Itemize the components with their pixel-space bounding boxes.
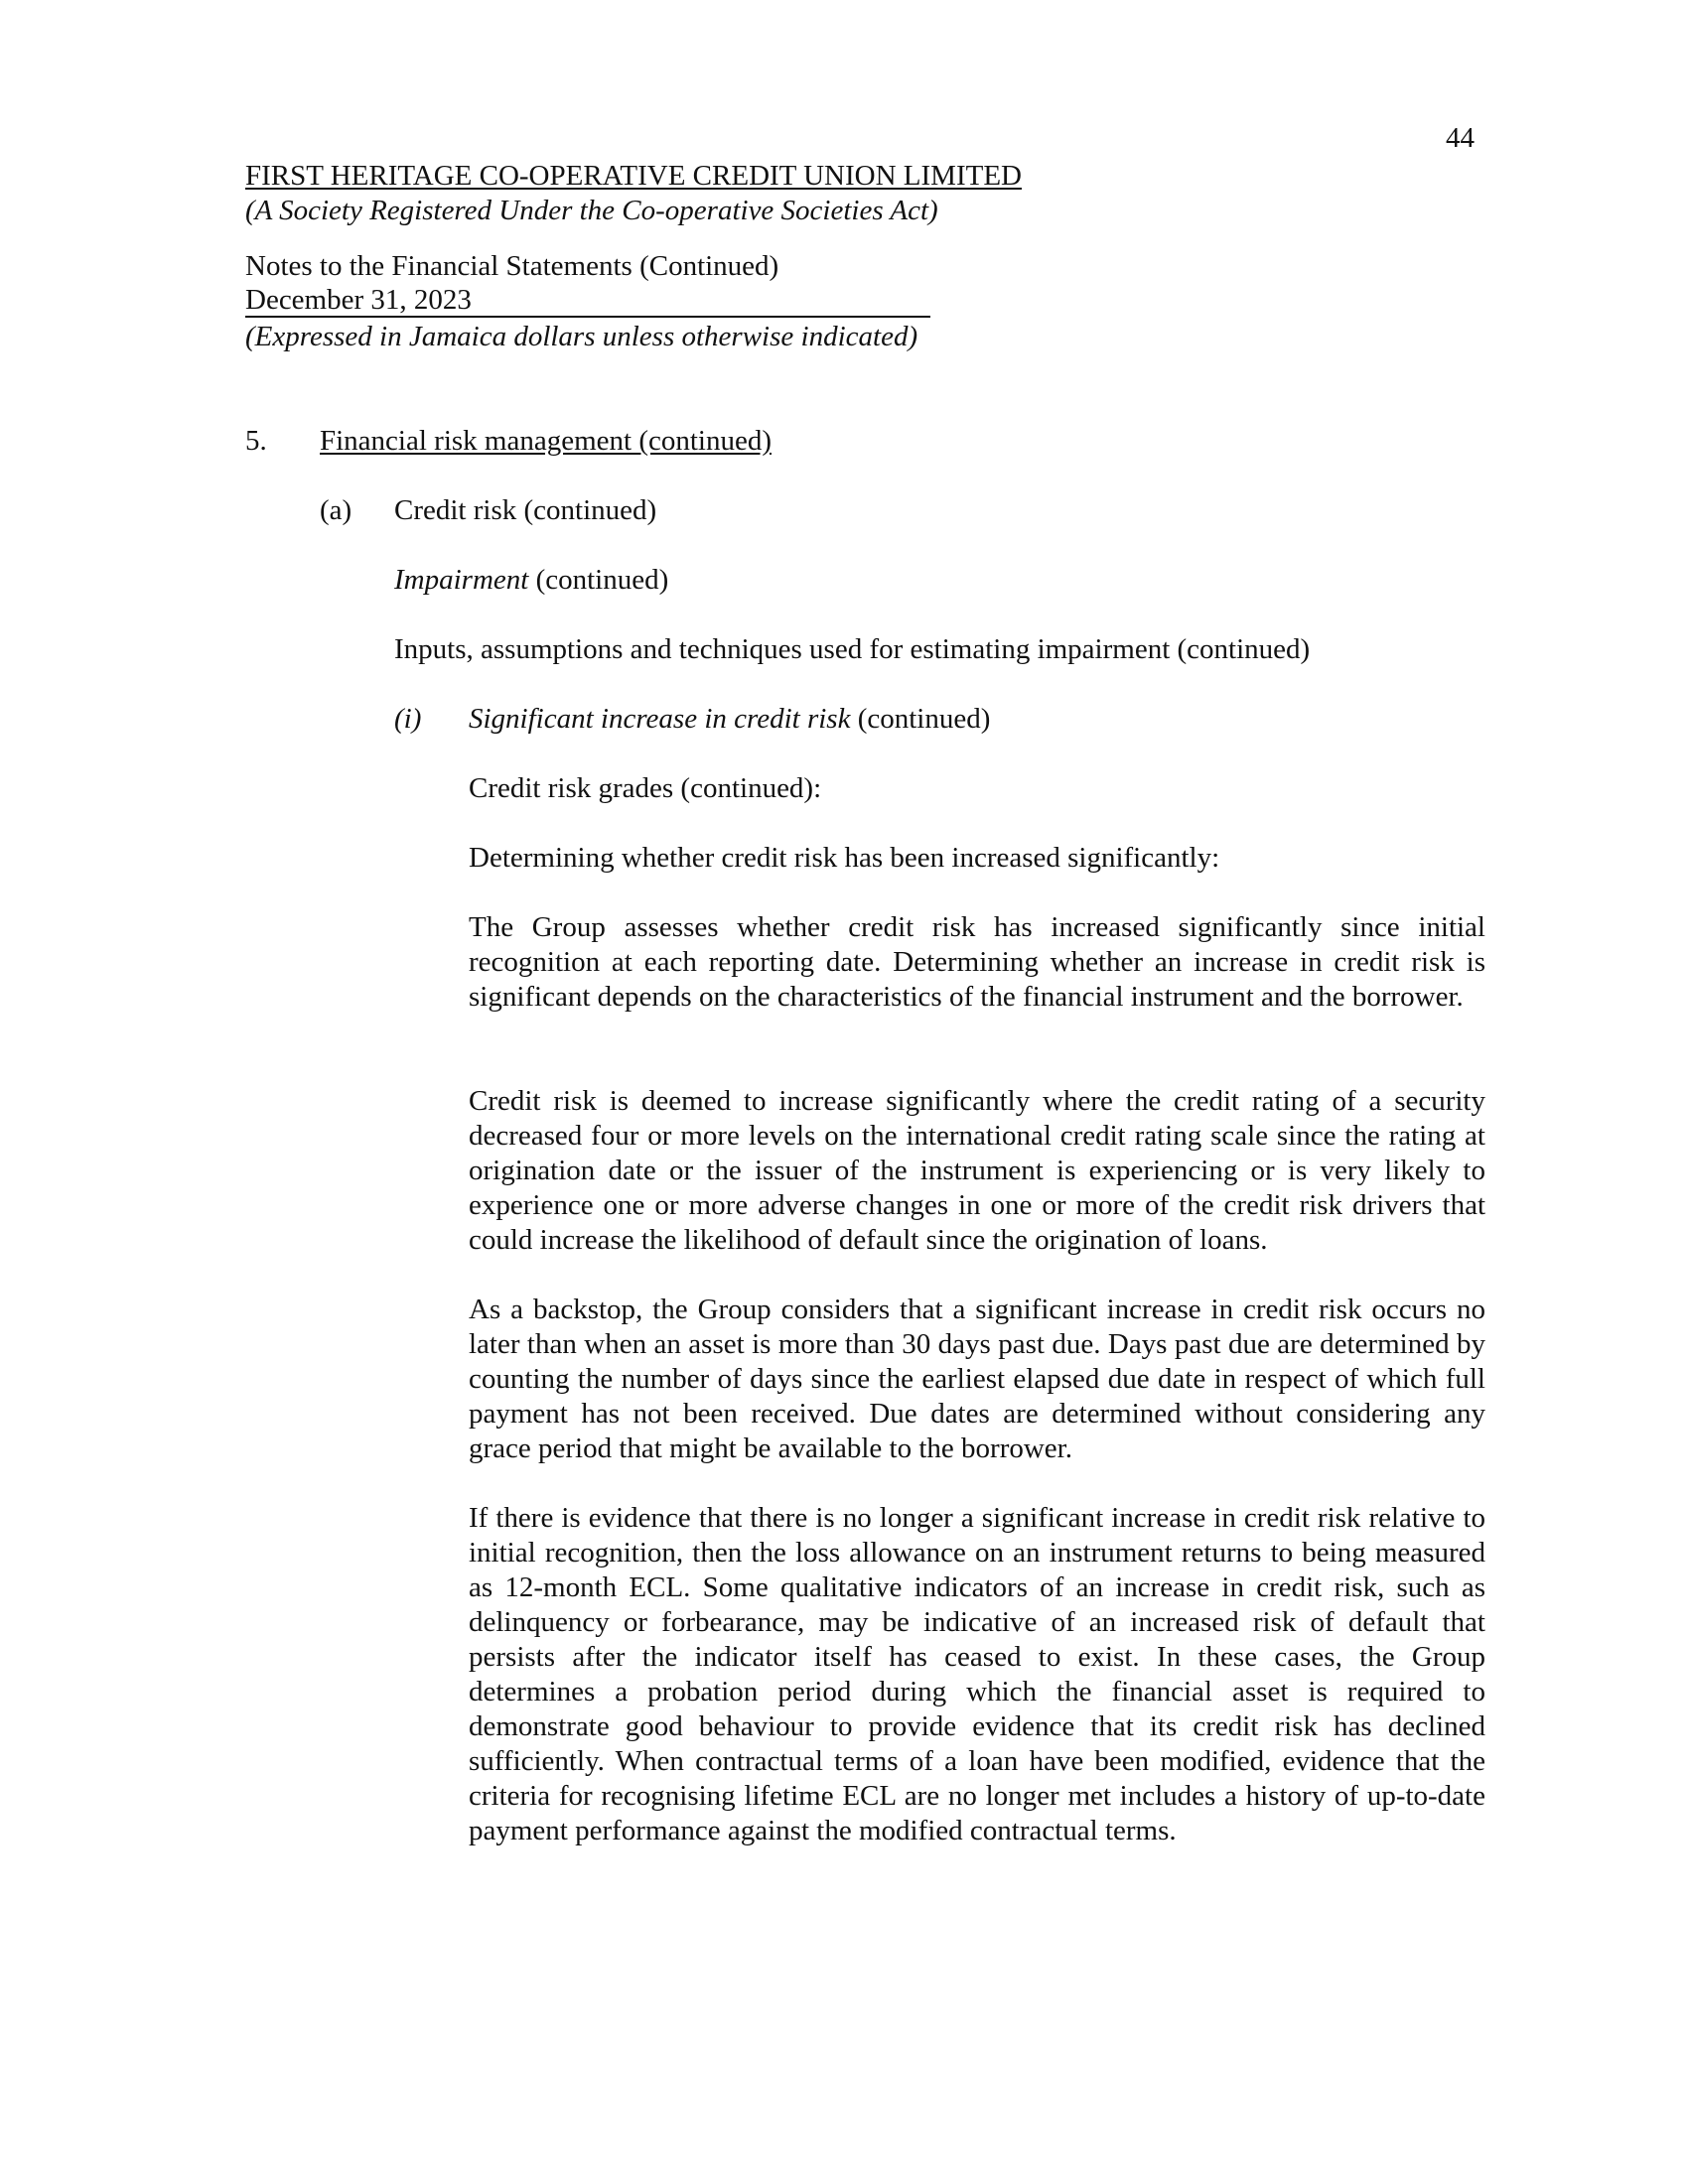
paragraph: Credit risk is deemed to increase significantly where the credit rating of a security decreased four or more levels on the international credit rating scale since the rating at origination date or the issuer of the instrument is experiencing or is very likely to experience one or more adverse changes in one or more of the credit risk drivers that could increase the likelihood of default since the origination of loans. [469,1085,1485,1256]
item-title-italic: Significant increase in credit risk [469,703,851,735]
section-title: Financial risk management (continued) [320,425,772,457]
currency-note: (Expressed in Jamaica dollars unless otherwise indicated) [245,321,918,352]
paragraph: As a backstop, the Group considers that a significant increase in credit risk occurs no later than when an asset is more than 30 days past due. Days past due are determined by counting the number of days since the earliest elapsed due date in respect of which full payment has not been received. Due dates are determined without considering any grace period that might be available to the borrower. [469,1294,1485,1464]
impairment-heading-italic: Impairment [394,564,529,596]
impairment-heading-rest: (continued) [528,564,669,596]
subsection-title: Credit risk (continued) [394,494,657,526]
page-number: 44 [1446,122,1475,154]
item-title [469,702,990,737]
item-number: (i) [394,703,422,735]
notes-title: Notes to the Financial Statements (Continued) [245,250,779,282]
paragraph: The Group assesses whether credit risk has increased significantly since initial recognition at each reporting date. Determining whether an increase in credit risk is significant depends on the characteristics of the financial instrument and the borrower. [469,911,1485,1013]
subsection-letter: (a) [320,494,352,526]
org-name: FIRST HERITAGE CO-OPERATIVE CREDIT UNION LIMITED [245,160,1022,192]
impairment-heading [394,563,668,598]
item-title-rest: (continued) [850,703,991,735]
section-number: 5. [245,425,267,457]
statement-date: December 31, 2023 [245,284,930,318]
org-subtitle: (A Society Registered Under the Co-operative Societies Act) [245,195,938,226]
paragraph: If there is evidence that there is no longer a significant increase in credit risk relative to initial recognition, then the loss allowance on an instrument returns to being measured as 12-month ECL. Some qualitative indicators of an increase in credit risk, such as delinquency or forbearance, may be indicative of an increased risk of default that persists after the indicator itself has ceased to exist. In these cases, the Group determines a probation period during which the financial asset is required to demonstrate good behaviour to provide evidence that its credit risk has declined sufficiently. When contractual terms of a loan have been modified, evidence that the criteria for recognising lifetime ECL are no longer met includes a history of up-to-date payment performance against the modified contractual terms. [469,1502,1485,1846]
determining-heading: Determining whether credit risk has been increased significantly: [469,842,1220,874]
inputs-heading: Inputs, assumptions and techniques used for estimating impairment (continued) [394,633,1311,665]
grades-heading: Credit risk grades (continued): [469,772,822,804]
